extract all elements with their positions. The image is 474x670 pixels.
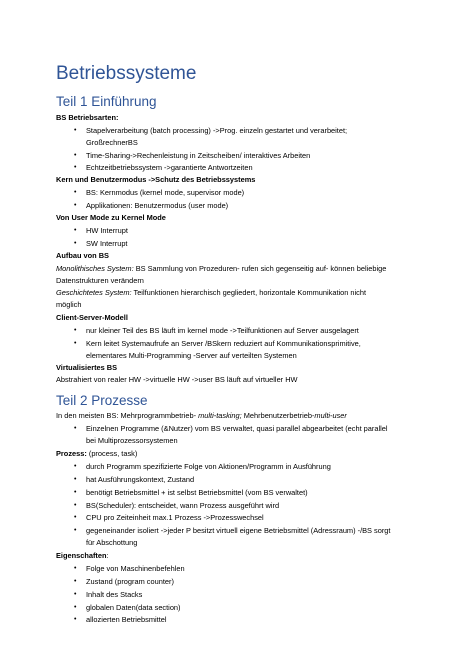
bullet-marker: •	[74, 489, 77, 496]
paragraph-mehrprogrammbetrieb	[56, 411, 347, 420]
bullet-marker: •	[74, 591, 77, 598]
list-item-continuation: für Abschottung	[86, 538, 138, 547]
bullet-marker: •	[74, 327, 77, 334]
term-multi-user: multi-user	[314, 411, 347, 420]
list-item-betriebsmittel: benötigt Betriebsmittel + ist selbst Betriebsmittel (vom BS verwaltet)	[86, 488, 308, 497]
list-item-folge-aktionen: durch Programm spezifizierte Folge von Aktionen/Programm in Ausführung	[86, 462, 331, 471]
paragraph-prozess	[56, 449, 137, 458]
term-eigenschaften: Eigenschaften	[56, 551, 107, 560]
list-item-maschinenbefehle: Folge von Maschinenbefehlen	[86, 564, 185, 573]
text-monolithisch: BS Sammlung von Prozeduren- rufen sich gegenseitig auf- können beliebige	[133, 264, 387, 273]
paragraph-monolithisch	[56, 264, 386, 273]
text-geschichtet: Teilfunktionen hierarchisch gegliedert, horizontale Kommunikation nicht	[131, 288, 367, 297]
paragraph-continuation: möglich	[56, 300, 82, 309]
paragraph-virtualisiert: Abstrahiert von realer HW ->virtuelle HW ->user BS läuft auf virtueller HW	[56, 375, 298, 384]
list-item-kleiner-teil: nur kleiner Teil des BS läuft im kernel mode ->Teilfunktionen auf Server ausgelagert	[86, 326, 359, 335]
bullet-marker: •	[74, 502, 77, 509]
bullet-marker: •	[74, 476, 77, 483]
bullet-marker: •	[74, 127, 77, 134]
term-monolithisch: Monolithisches System:	[56, 264, 134, 273]
bullet-marker: •	[74, 227, 77, 234]
paragraph-geschichtet	[56, 288, 366, 297]
bullet-marker: •	[74, 240, 77, 247]
section-heading-teil-1: Teil 1 Einführung	[56, 94, 157, 109]
list-item-stack: Inhalt des Stacks	[86, 590, 143, 599]
list-item-globale-daten: globalen Daten(data section)	[86, 603, 181, 612]
term-multi-tasking: multi-tasking;	[198, 411, 242, 420]
paragraph-eigenschaften	[56, 551, 109, 560]
list-item-continuation: elementares Multi-Programming -Server auf verteilten Systemen	[86, 351, 297, 360]
list-item-time-sharing: Time-Sharing->Rechenleistung in Zeitscheiben/ interaktives Arbeiten	[86, 151, 311, 160]
bullet-marker: •	[74, 425, 77, 432]
list-item-continuation: bei Multiprozessorsystemen	[86, 436, 178, 445]
list-item-benutzermodus: Applikationen: Benutzermodus (user mode)	[86, 201, 229, 210]
text-colon: :	[106, 551, 109, 560]
bullet-marker: •	[74, 565, 77, 572]
list-item-sw-interrupt: SW Interrupt	[86, 239, 128, 248]
bullet-marker: •	[74, 189, 77, 196]
term-geschichtet: Geschichtetes System:	[56, 288, 132, 297]
list-item-ausfuehrungskontext: hat Ausführungskontext, Zustand	[86, 475, 195, 484]
list-item-einzelne-programme: Einzelnen Programme (&Nutzer) vom BS verwaltet, quasi parallel abgearbeitet (echt parallel	[86, 424, 388, 433]
term-prozess: Prozess:	[56, 449, 87, 458]
list-item-stapelverarbeitung: Stapelverarbeitung (batch processing) ->Prog. einzeln gestartet und verarbeitet;	[86, 126, 348, 135]
text-intro-c: Mehrbenutzerbetrieb-	[241, 411, 315, 420]
subheading-client-server: Client-Server-Modell	[56, 313, 128, 322]
list-item-kern-leitet: Kern leitet Systemaufrufe an Server /BSkern reduziert auf Kommunikationsprimitive,	[86, 339, 361, 348]
bullet-marker: •	[74, 514, 77, 521]
bullet-marker: •	[74, 340, 77, 347]
bullet-marker: •	[74, 578, 77, 585]
bullet-marker: •	[74, 604, 77, 611]
document-title: Betriebssysteme	[56, 63, 197, 84]
bullet-marker: •	[74, 616, 77, 623]
list-item-kernmodus: BS: Kernmodus (kernel mode, supervisor mode)	[86, 188, 245, 197]
text-prozess: (process, task)	[86, 449, 138, 458]
bullet-marker: •	[74, 463, 77, 470]
subheading-bs-betriebsarten: BS Betriebsarten:	[56, 113, 119, 122]
list-item-isoliert: gegeneinander isoliert ->jeder P besitzt virtuell eigene Betriebsmittel (Adressraum) -/BS sorgt	[86, 526, 391, 535]
text-intro-a: In den meisten BS: Mehrprogrammbetrieb-	[56, 411, 199, 420]
list-item-echtzeit: Echtzeitbetriebssystem ->garantierte Antwortzeiten	[86, 163, 253, 172]
subheading-virtualisiert: Virtualisiertes BS	[56, 363, 118, 372]
list-item-hw-interrupt: HW Interrupt	[86, 226, 128, 235]
subheading-kern-benutzermodus: Kern und Benutzermodus ->Schutz des Betriebssystems	[56, 175, 256, 184]
list-item-allozierte: allozierten Betriebsmittel	[86, 615, 167, 624]
list-item-continuation: GroßrechnerBS	[86, 138, 138, 147]
bullet-marker: •	[74, 152, 77, 159]
list-item-cpu: CPU pro Zeiteinheit max.1 Prozess ->Prozesswechsel	[86, 513, 264, 522]
section-heading-teil-2: Teil 2 Prozesse	[56, 393, 148, 408]
bullet-marker: •	[74, 202, 77, 209]
subheading-user-to-kernel: Von User Mode zu Kernel Mode	[56, 213, 166, 222]
bullet-marker: •	[74, 164, 77, 171]
paragraph-continuation: Datenstrukturen verändern	[56, 276, 144, 285]
subheading-aufbau: Aufbau von BS	[56, 251, 109, 260]
bullet-marker: •	[74, 527, 77, 534]
list-item-zustand: Zustand (program counter)	[86, 577, 174, 586]
list-item-scheduler: BS(Scheduler): entscheidet, wann Prozess ausgeführt wird	[86, 501, 280, 510]
